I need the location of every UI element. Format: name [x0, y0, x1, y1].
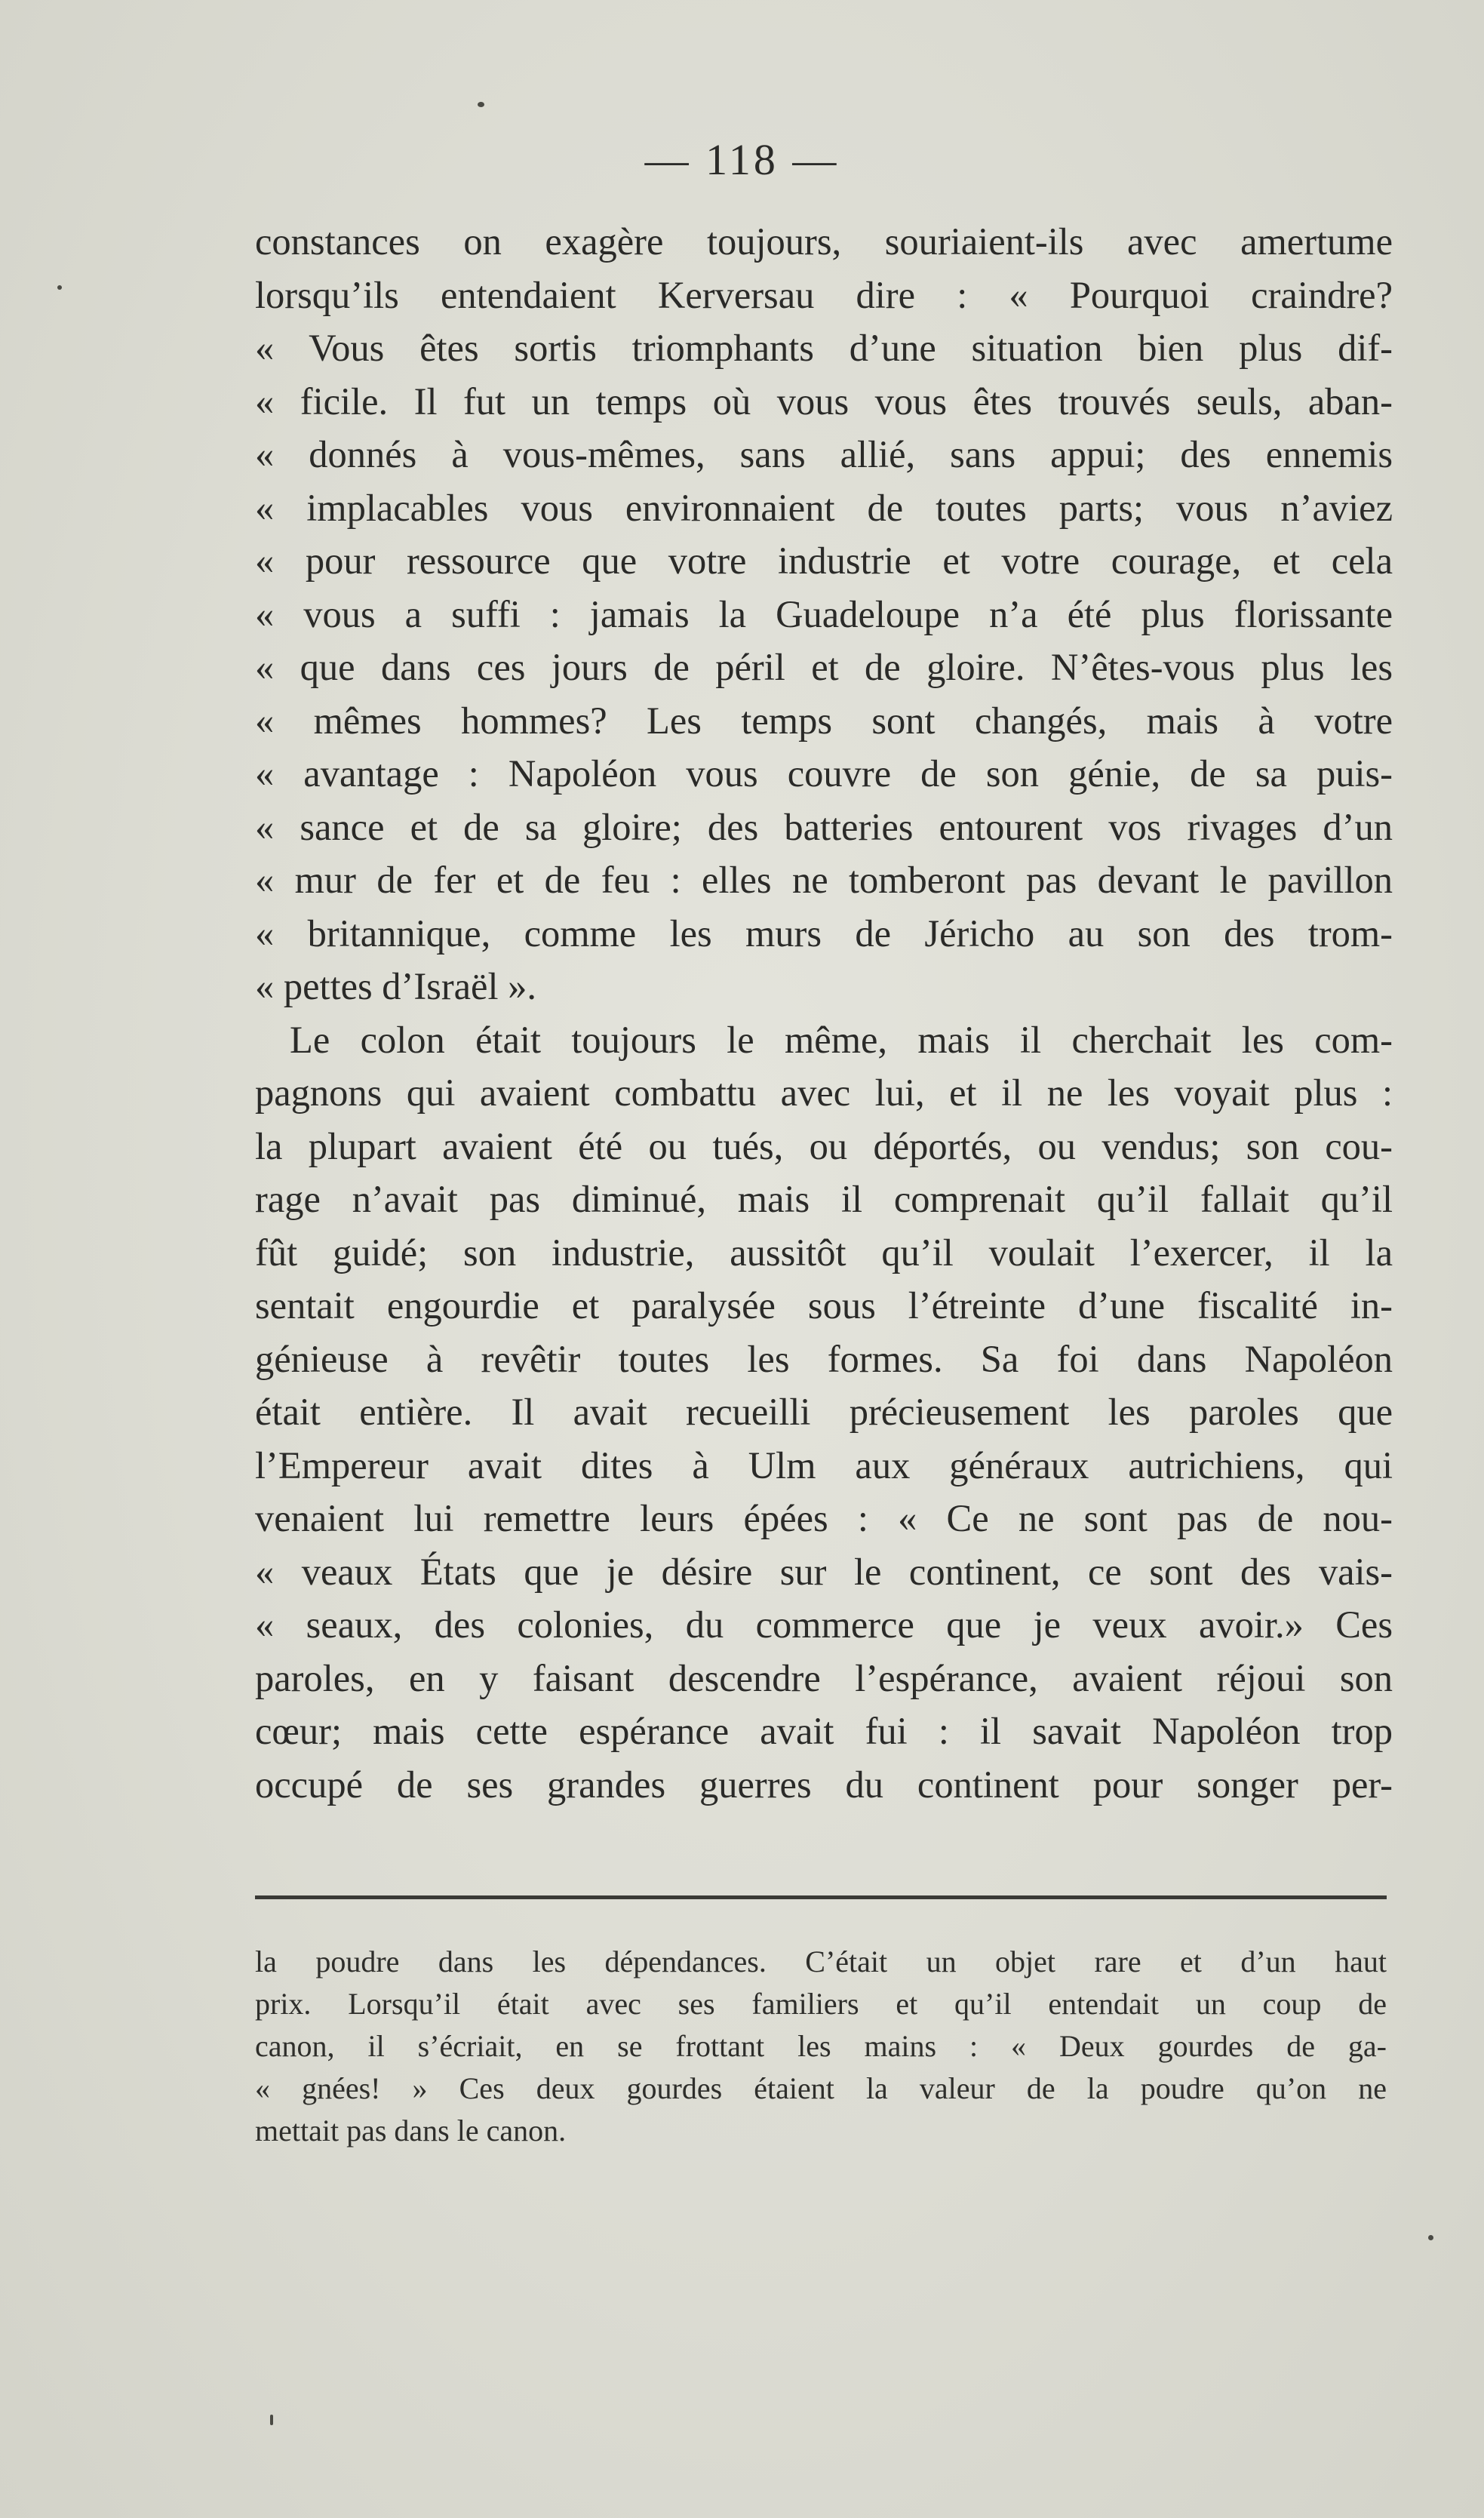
text-line: l’Empereur avait dites à Ulm aux généraux autrichiens, qui	[255, 1443, 1393, 1487]
paper-speck	[478, 102, 484, 107]
paper-speck	[57, 285, 62, 290]
text-line: occupé de ses grandes guerres du continent pour songer per-	[255, 1763, 1393, 1806]
text-line: « implacables vous environnaient de toutes parts; vous n’aviez	[255, 486, 1393, 529]
text-line: paroles, en y faisant descendre l’espérance, avaient réjoui son	[255, 1656, 1393, 1699]
paper-speck	[1428, 2235, 1433, 2240]
text-line: « veaux États que je désire sur le continent, ce sont des vais-	[255, 1550, 1393, 1593]
footnote-divider	[255, 1895, 1387, 1899]
footnote-line: prix. Lorsqu’il était avec ses familiers et qu’il entendait un coup de	[255, 1987, 1387, 2021]
text-line: « sance et de sa gloire; des batteries entourent vos rivages d’un	[255, 805, 1393, 848]
text-line: « que dans ces jours de péril et de gloire. N’êtes-vous plus les	[255, 646, 1393, 688]
text-line: la plupart avaient été ou tués, ou déportés, ou vendus; son cou-	[255, 1124, 1393, 1167]
text-line: « pour ressource que votre industrie et votre courage, et cela	[255, 540, 1393, 582]
text-line: lorsqu’ils entendaient Kerversau dire : « Pourquoi craindre?	[255, 273, 1393, 316]
paper-speck	[270, 2415, 273, 2425]
text-line: rage n’avait pas diminué, mais il comprenait qu’il fallait qu’il	[255, 1178, 1393, 1220]
text-line: « pettes d’Israël ».	[255, 965, 537, 1007]
text-line: « britannique, comme les murs de Jéricho au son des trom-	[255, 912, 1393, 955]
footnote-line: la poudre dans les dépendances. C’était un objet rare et d’un haut	[255, 1945, 1387, 1978]
text-line: cœur; mais cette espérance avait fui : il savait Napoléon trop	[255, 1710, 1393, 1752]
text-line: « ficile. Il fut un temps où vous vous êtes trouvés seuls, aban-	[255, 380, 1393, 423]
text-line: « avantage : Napoléon vous couvre de son génie, de sa puis-	[255, 752, 1393, 795]
text-line: venaient lui remettre leurs épées : « Ce ne sont pas de nou-	[255, 1497, 1393, 1539]
footnote-line: canon, il s’écriait, en se frottant les mains : « Deux gourdes de ga-	[255, 2029, 1387, 2063]
text-line: « mur de fer et de feu : elles ne tomberont pas devant le pavillon	[255, 859, 1393, 901]
main-text-block	[255, 215, 1393, 1811]
text-line: pagnons qui avaient combattu avec lui, et il ne les voyait plus :	[255, 1071, 1393, 1114]
text-line: « vous a suffi : jamais la Guadeloupe n’a été plus florissante	[255, 592, 1393, 635]
text-line: génieuse à revêtir toutes les formes. Sa foi dans Napoléon	[255, 1337, 1393, 1380]
text-line: « donnés à vous-mêmes, sans allié, sans appui; des ennemis	[255, 433, 1393, 475]
page-number: — 118 —	[644, 135, 840, 184]
footnote-line: « gnées! » Ces deux gourdes étaient la valeur de la poudre qu’on ne	[255, 2071, 1387, 2105]
text-line: « Vous êtes sortis triomphants d’une situation bien plus dif-	[255, 327, 1393, 369]
text-line: « mêmes hommes? Les temps sont changés, mais à votre	[255, 699, 1393, 742]
paragraph-start-line: Le colon était toujours le même, mais il cherchait les com-	[290, 1018, 1393, 1061]
text-line: « seaux, des colonies, du commerce que je veux avoir.» Ces	[255, 1603, 1393, 1646]
footnote-block	[255, 1941, 1387, 2152]
text-line: sentait engourdie et paralysée sous l’étreinte d’une fiscalité in-	[255, 1284, 1393, 1327]
text-line: fût guidé; son industrie, aussitôt qu’il voulait l’exercer, il la	[255, 1231, 1393, 1274]
text-line: était entière. Il avait recueilli précieusement les paroles que	[255, 1391, 1393, 1433]
footnote-line: mettait pas dans le canon.	[255, 2114, 567, 2148]
text-line: constances on exagère toujours, souriaient-ils avec amertume	[255, 220, 1393, 263]
